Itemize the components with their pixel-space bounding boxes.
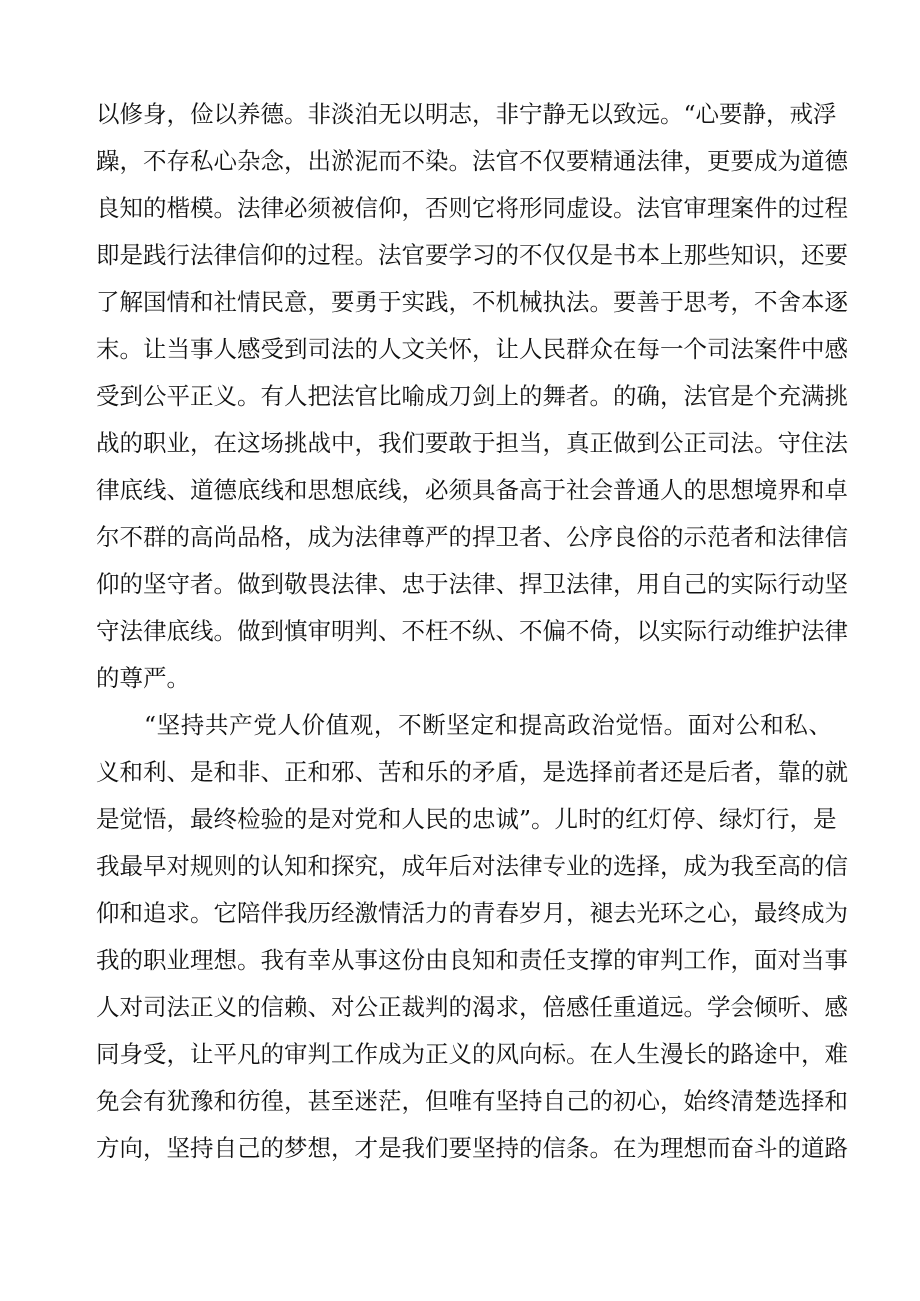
paragraph-1-line-12: 守法律底线。做到慎审明判、不枉不纵、不偏不倚，以实际行动维护法律 <box>96 617 848 645</box>
paragraph-2-line-7: 人对司法正义的信赖、对公正裁判的渴求，倍感任重道远。学会倾听、感 <box>96 993 848 1021</box>
paragraph-1-line-13: 的尊严。 <box>96 664 190 692</box>
body-text <box>96 92 848 1232</box>
paragraph-1-line-1: 以修身，俭以养德。非淡泊无以明志，非宁静无以致远。“心要静，戒浮 <box>96 100 837 128</box>
paragraph-2-line-6: 我的职业理想。我有幸从事这份由良知和责任支撑的审判工作，面对当事 <box>96 946 848 974</box>
paragraph-1-line-5: 了解国情和社情民意，要勇于实践，不机械执法。要善于思考，不舍本逐 <box>96 288 848 316</box>
paragraph-1-line-9: 律底线、道德底线和思想底线，必须具备高于社会普通人的思想境界和卓 <box>96 476 848 504</box>
paragraph-1-line-10: 尔不群的高尚品格，成为法律尊严的捍卫者、公序良俗的示范者和法律信 <box>96 523 848 551</box>
paragraph-2-line-10: 方向，坚持自己的梦想，才是我们要坚持的信条。在为理想而奋斗的道路 <box>96 1134 848 1162</box>
paragraph-1-line-3: 良知的楷模。法律必须被信仰，否则它将形同虚设。法官审理案件的过程 <box>96 194 848 222</box>
paragraph-2-line-1: “坚持共产党人价值观，不断坚定和提高政治觉悟。面对公和私、 <box>144 711 832 739</box>
paragraph-1-line-11: 仰的坚守者。做到敬畏法律、忠于法律、捍卫法律，用自己的实际行动坚 <box>96 570 848 598</box>
paragraph-2-line-4: 我最早对规则的认知和探究，成年后对法律专业的选择，成为我至高的信 <box>96 852 848 880</box>
paragraph-2-line-9: 免会有犹豫和彷徨，甚至迷茫，但唯有坚持自己的初心，始终清楚选择和 <box>96 1087 848 1115</box>
paragraph-1-line-7: 受到公平正义。有人把法官比喻成刀剑上的舞者。的确，法官是个充满挑 <box>96 382 848 410</box>
paragraph-1-line-8: 战的职业，在这场挑战中，我们要敢于担当，真正做到公正司法。守住法 <box>96 429 848 457</box>
paragraph-1-line-6: 末。让当事人感受到司法的人文关怀，让人民群众在每一个司法案件中感 <box>96 335 848 363</box>
paragraph-2-line-2: 义和利、是和非、正和邪、苦和乐的矛盾，是选择前者还是后者，靠的就 <box>96 758 848 786</box>
paragraph-2-line-8: 同身受，让平凡的审判工作成为正义的风向标。在人生漫长的路途中，难 <box>96 1040 848 1068</box>
paragraph-2-line-5: 仰和追求。它陪伴我历经激情活力的青春岁月，褪去光环之心，最终成为 <box>96 899 848 927</box>
paragraph-1-line-2: 躁，不存私心杂念，出淤泥而不染。法官不仅要精通法律，更要成为道德 <box>96 147 848 175</box>
paragraph-2-line-3: 是觉悟，最终检验的是对党和人民的忠诚”。儿时的红灯停、绿灯行，是 <box>96 805 837 833</box>
paragraph-1-line-4: 即是践行法律信仰的过程。法官要学习的不仅仅是书本上那些知识，还要 <box>96 241 848 269</box>
